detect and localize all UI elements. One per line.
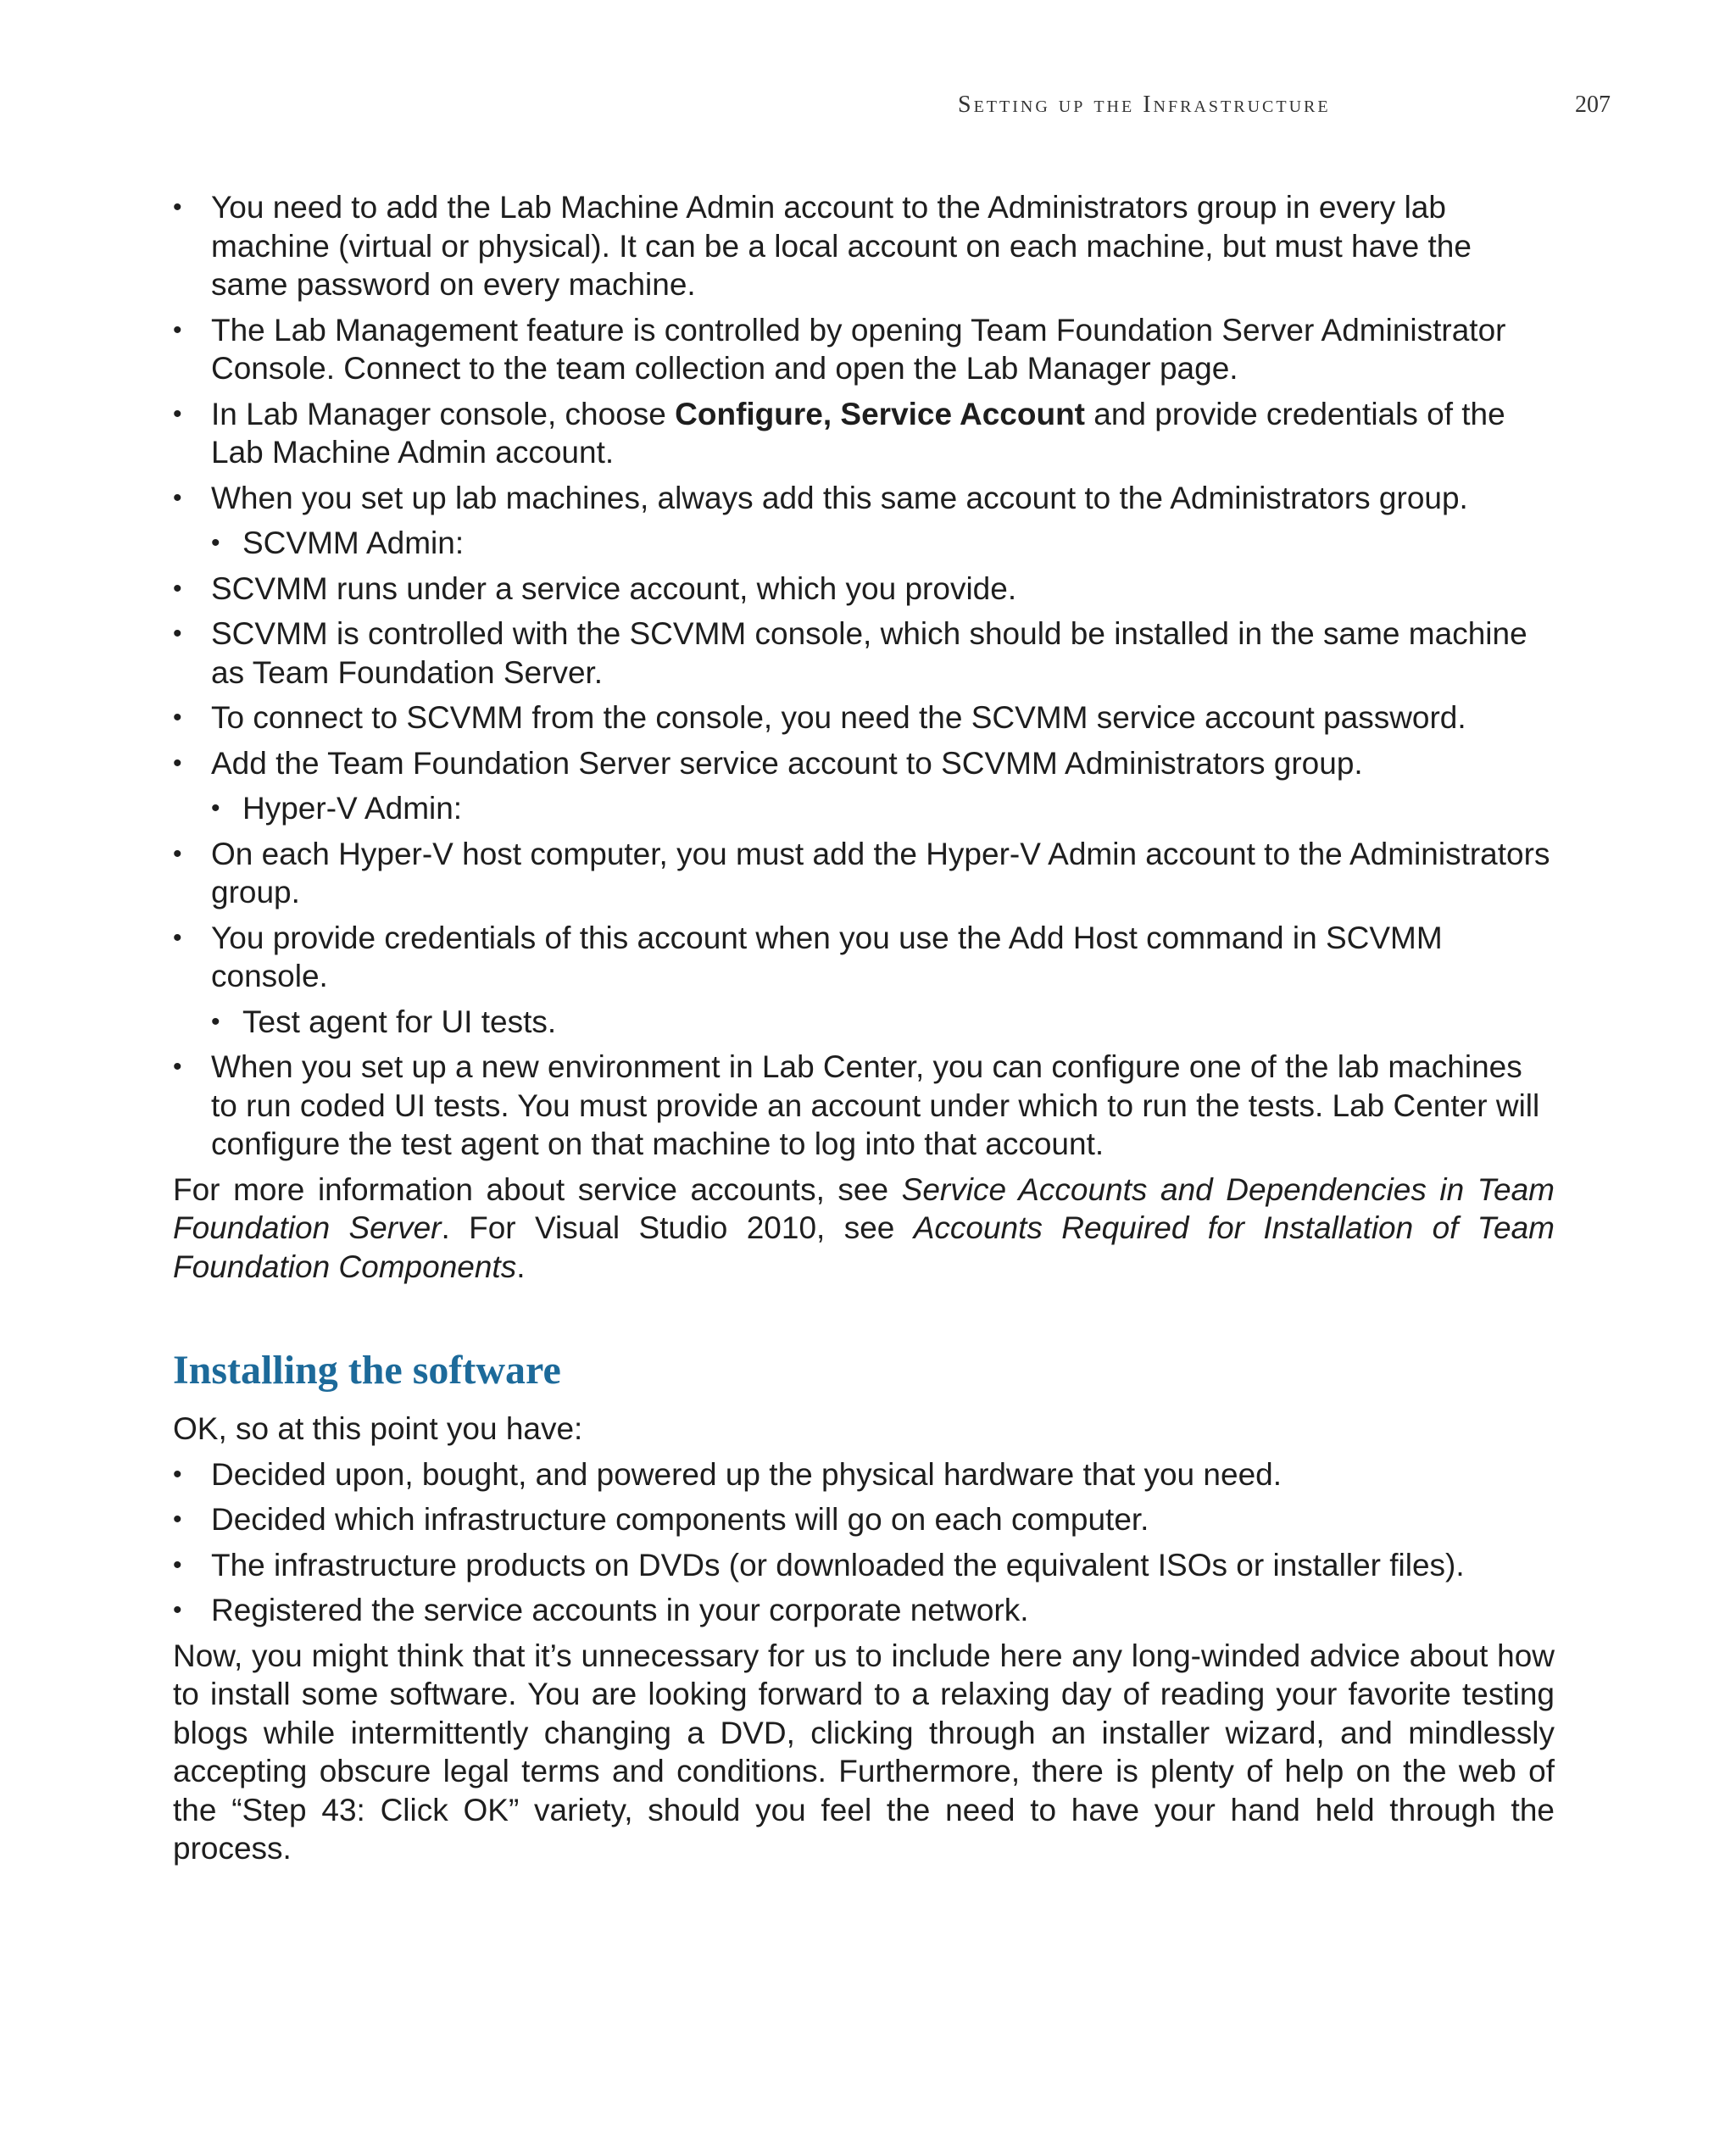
list-item: • On each Hyper-V host computer, you must add the Hyper-V Admin account to the Administrators group. (173, 835, 1555, 912)
paragraph-text: . For Visual Studio 2010, see (441, 1210, 914, 1245)
sub-list-item-hyperv-admin: • Hyper-V Admin: (173, 789, 1555, 828)
list-item: • You need to add the Lab Machine Admin account to the Administrators group in every lab machine (virtual or physical). It can be a local account on each machine, but must have the same password on every machine. (173, 188, 1555, 304)
list-item: • Registered the service accounts in your corporate network. (173, 1591, 1555, 1630)
running-header-title: Setting up the Infrastructure (958, 92, 1331, 118)
page-body (173, 188, 1555, 1868)
sub-list-item-scvmm-admin: • SCVMM Admin: (173, 524, 1555, 563)
menu-path-bold: Configure, Service Account (675, 396, 1085, 431)
list-item (173, 395, 1555, 472)
more-info-paragraph (173, 1171, 1555, 1287)
service-accounts-list (173, 188, 1555, 1164)
list-item: • SCVMM is controlled with the SCVMM console, which should be installed in the same machine as Team Foundation Server. (173, 615, 1555, 692)
sub-list-item-test-agent: • Test agent for UI tests. (173, 1003, 1555, 1042)
reference-title-italic: Accounts Required for Installation of Team Foundation Components (173, 1210, 1555, 1284)
list-item: • Add the Team Foundation Server service account to SCVMM Administrators group. (173, 744, 1555, 783)
list-item-text: In Lab Manager console, choose (211, 396, 676, 431)
list-item-text: and provide credentials of the Lab Machine Admin account. (211, 396, 1505, 470)
page-number: 207 (1575, 92, 1611, 118)
paragraph-text: For more information about service accounts, see (173, 1171, 902, 1207)
list-item: • When you set up lab machines, always add this same account to the Administrators group. (173, 479, 1555, 518)
list-item: • SCVMM runs under a service account, which you provide. (173, 570, 1555, 609)
section-heading: Installing the software (173, 1348, 561, 1393)
list-item: • The infrastructure products on DVDs (or downloaded the equivalent ISOs or installer files). (173, 1546, 1555, 1585)
list-item: • Decided which infrastructure components will go on each computer. (173, 1500, 1555, 1539)
prerequisites-list (173, 1455, 1555, 1630)
intro-paragraph: OK, so at this point you have: (173, 1411, 583, 1446)
list-item: • Decided upon, bought, and powered up the physical hardware that you need. (173, 1455, 1555, 1494)
closing-paragraph: Now, you might think that it’s unnecessary for us to include here any long-winded advice about how to install some software. You are looking forward to a relaxing day of reading your favorite testing blogs while intermittently changing a DVD, clicking through an installer wizard, and mindlessly accepting obscure legal terms and conditions. Furthermore, there is plenty of help on the web of the “Step 43: Click OK” variety, should you feel the need to have your hand held through the process. (173, 1638, 1555, 1866)
list-item: • You provide credentials of this account when you use the Add Host command in SCVMM console. (173, 919, 1555, 996)
list-item: • The Lab Management feature is controlled by opening Team Foundation Server Administrator Console. Connect to the team collection and open the Lab Manager page. (173, 311, 1555, 388)
paragraph-text: . (516, 1249, 526, 1284)
list-item: • To connect to SCVMM from the console, you need the SCVMM service account password. (173, 698, 1555, 737)
list-item: • When you set up a new environment in Lab Center, you can configure one of the lab machines to run coded UI tests. You must provide an account under which to run the tests. Lab Center will configure the test agent on that machine to log into that account. (173, 1048, 1555, 1164)
reference-title-italic: Service Accounts and Dependencies in Team Foundation Server (173, 1171, 1555, 1245)
